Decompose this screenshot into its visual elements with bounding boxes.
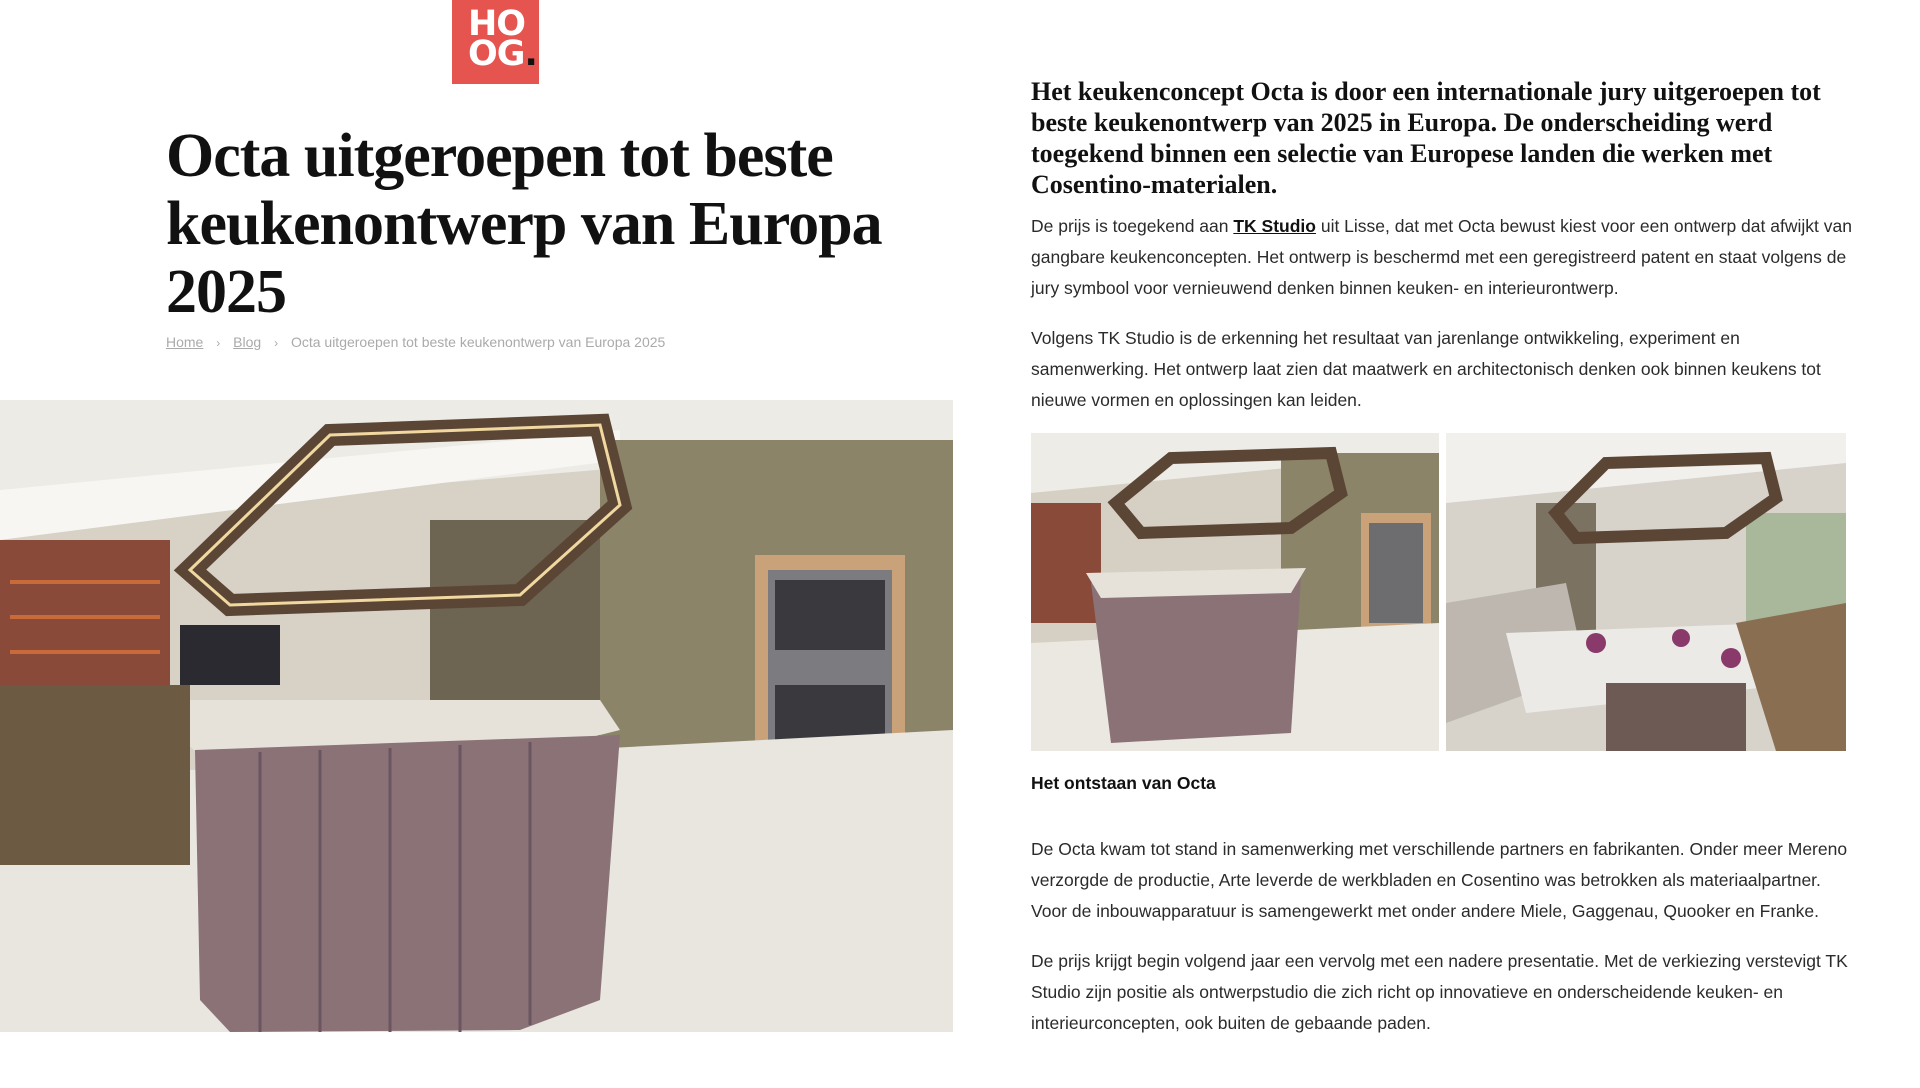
article-paragraph-2: Volgens TK Studio is de erkenning het resultaat van jarenlange ontwikkeling, experiment en samenwerking. Het ontwerp laat zien dat maatwerk en architectonisch denken ook binnen keukens tot nieuwe vormen en oplossingen kan leiden. [1031,328,1821,410]
article-paragraph-3: De Octa kwam tot stand in samenwerking met verschillende partners en fabrikanten. Onder meer Mereno verzorgde de productie, Arte leverde de werkbladen en Cosentino was betrokken als materiaalpartner. Voor de inbouwapparatuur is samengewerkt met onder andere Miele, Gaggenau, Quooker en Franke. [1031,839,1848,921]
logo-line-2: OG. [468,34,537,74]
hero-kitchen-photo [0,400,953,1032]
article-paragraph-1: De prijs is toegekend aan TK Studio uit Lisse, dat met Octa bewust kiest voor een ontwerp dat afwijkt van gangbare keukenconcepten. Het ontwerp is beschermd met een geregistreerd patent en staat volgens de jury symbool voor vernieuwend denken binnen keuken- en interieurontwerp. [1031,216,1852,298]
dining-thumbnail-photo [1446,433,1846,751]
tk-studio-link[interactable]: TK Studio [1233,216,1316,236]
section-heading: Het ontstaan van Octa [1031,773,1216,793]
page-title: Octa uitgeroepen tot beste keukenontwerp van Europa 2025 [166,122,882,326]
chevron-right-icon: › [216,336,221,350]
breadcrumb-current: Octa uitgeroepen tot beste keukenontwerp van Europa 2025 [290,334,666,350]
article-paragraph-4: De prijs krijgt begin volgend jaar een vervolg met een nadere presentatie. Met de verkiezing verstevigt TK Studio zijn positie als ontwerpstudio die zich richt op innovatieve en onderscheidende keuken- en interieurconcepten, ook buiten de gebaande paden. [1031,951,1848,1033]
chevron-right-icon: › [274,336,279,350]
article-lead: Het keukenconcept Octa is door een internationale jury uitgeroepen tot beste keukenontwerp van 2025 in Europa. De onderscheiding werd toegekend binnen een selectie van Europese landen die werken met Cosentino-materialen. [1031,77,1821,199]
breadcrumb-home-link[interactable]: Home [166,334,204,350]
site-logo[interactable] [452,0,539,84]
kitchen-thumbnail-photo [1031,433,1439,751]
breadcrumb [166,334,665,350]
logo-line-1: HO [468,4,526,44]
breadcrumb-blog-link[interactable]: Blog [233,334,262,350]
